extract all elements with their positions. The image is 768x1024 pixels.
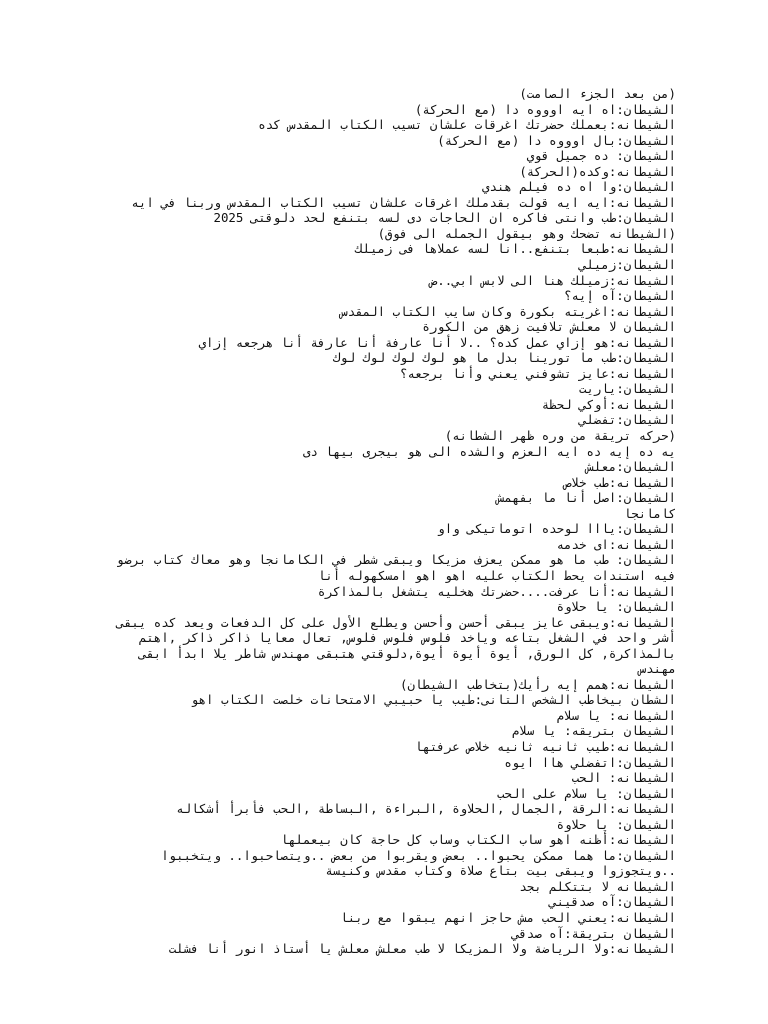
script-line: الشيطان: طب ما هو ممكن يعزف مزيكا ويبقى شطر في الكامانجا وهو معاك كتاب برضو فيه استندات يحط الكتاب عليه اهو اهو امسكهوله أنا bbox=[109, 552, 676, 583]
script-line: الشيطانه:وكده(الحركة) bbox=[519, 163, 676, 179]
script-line: الشيطان:آه إيه؟ bbox=[564, 288, 676, 304]
script-line: الشيطانه: يا سلام bbox=[556, 707, 676, 723]
script-line: الشيطانه:ولا الرياضة ولا المزيكا لا طب معلش معلش يا أستاذ انور أنا فشلت bbox=[168, 941, 676, 957]
script-line: الشيطان:يااا لوحده اتوماتيكى واو bbox=[437, 521, 676, 537]
script-line: الشيطانه:ايه ايه قولت بقدملك اغرقات علشان تسيب الكتاب المقدس وربنا في ايه bbox=[131, 194, 676, 210]
script-line: الشيطانه:طبعا بتنفع..انا لسه عملاها فى زميلك bbox=[355, 241, 676, 257]
script-line: الشيطان:ما هما ممكن يحبوا.. بعض ويقربوا من بعض ..ويتصاحبوا.. ويتخببوا ..ويتجوزوا ويبقى بيت بتاع صلاة وكتاب مقدس وكنيسة bbox=[153, 847, 676, 879]
script-line: الشيطان بتريقه: يا سلام bbox=[511, 723, 676, 739]
script-line: يه ده إيه ده ايه العزم والشده الى هو بيجرى بيها دى bbox=[303, 443, 676, 459]
script-line: الشيطانه:أوكي لحظة bbox=[541, 396, 676, 412]
script-line: الشيطانه:أنا عرفت....حضرتك هخليه يتشغل بالمذاكرة bbox=[317, 583, 676, 599]
script-line: الشيطان:اه ايه اوووه دا (مع الحركة) bbox=[414, 101, 676, 117]
script-line: الشيطانه:يعني الحب مش حاجز انهم يبقوا مع ربنا bbox=[340, 909, 676, 925]
script-line: الشيطان:زميلي bbox=[579, 257, 676, 273]
script-line: الشطان بيخاطب الشخص التانى:طيب يا حبيبي الامتحانات خلصت الكتاب اهو bbox=[191, 692, 676, 708]
script-line: الشيطان: يا حلاوة bbox=[556, 816, 676, 832]
script-line: الشيطانه:عايز تشوفني يعني وأنا برجعه؟ bbox=[399, 365, 676, 381]
script-line: (من بعد الجزء الصامت) bbox=[519, 86, 676, 101]
script-line: الشيطان بتريقة:آه صدقي bbox=[511, 925, 676, 941]
script-line: الشيطان:تفضلي bbox=[579, 412, 676, 428]
script-line: الشيطانه:طيب ثانيه ثانيه خلاص عرفتها bbox=[414, 738, 676, 754]
script-line: الشيطانه:هو إزاي عمل كده؟ ..لا أنا عارفة أنا عارفة أنا هرجعه إزاي bbox=[198, 334, 676, 350]
script-line: الشيطان: يا سلام على الحب bbox=[496, 785, 676, 801]
script-line: الشيطان:معلش bbox=[586, 459, 676, 475]
script-line: (الشيطانه تضحك وهو بيقول الجمله الى فوق) bbox=[377, 225, 676, 241]
script-line: الشيطان:طب وانتى فاكره ان الحاجات دى لسه بتنفع لحد دلوقتى 2025 bbox=[213, 210, 676, 226]
script-line: الشيطان:وا اه ده فيلم هندي bbox=[482, 179, 676, 195]
script-line: الشيطان:بال اوووه دا (مع الحركة) bbox=[437, 132, 676, 148]
script-line: الشيطانه: الحب bbox=[571, 770, 676, 786]
script-line: (حركه تريقة من وره ظهر الشطانه) bbox=[444, 428, 676, 444]
script-line: الشيطانه:أظنه اهو ساب الكتاب وساب كل حاجة كان بيعملها bbox=[280, 832, 676, 848]
script-line: الشيطانه:الرقة ,الجمال ,الحلاوة ,البراءة ,البساطة ,الحب فأبرأ أشكاله bbox=[176, 801, 676, 817]
script-line: الشيطانه:بعملك حضرتك اغرقات علشان تسيب الكتاب المقدس كده bbox=[258, 117, 676, 133]
script-line: الشيطان لا معلش تلافيت زهق من الكورة bbox=[422, 319, 676, 335]
script-line: الشيطانه:زميلك هنا الى لابس ابي..ض bbox=[429, 272, 676, 288]
script-line: الشيطان:ياريت bbox=[579, 381, 676, 397]
script-line: الشيطانه:همم إيه رأيك(بتخاطب الشيطان) bbox=[399, 676, 676, 692]
script-line: الشيطانه:اغريته بكورة وكان سايب الكتاب المقدس bbox=[340, 303, 676, 319]
script-line: الشيطانه:ويبقى عايز يبقى أحسن وأحسن ويطلع الأول على كل الدفعات ويعد كده يبقى أشر واحد في الشغل بتاعه وياخد فلوس فلوس فلوس, تعال معايا ذاكر ذاكر ,اهتم بالمذاكرة, كل الورق, أيوة أيوة أيوة,دلوقتي هتبقى مهندس شاطر يلا ابدأ ابقى مهندس bbox=[109, 614, 676, 677]
script-line: الشيطان:اصل أنا ما بفهمش bbox=[496, 490, 676, 506]
script-line: الشيطانه لا بتتكلم بجد bbox=[519, 878, 676, 894]
script-line: الشيطان:آه صدقيني bbox=[549, 894, 676, 910]
script-line: الشيطان: ده جميل قوي bbox=[526, 148, 676, 164]
script-line: كامانجا bbox=[623, 505, 676, 521]
script-line: الشيطان:اتفضلي هاا ايوه bbox=[504, 754, 676, 770]
script-line: الشيطانه:اى خدمه bbox=[556, 536, 676, 552]
script-line: الشيطان:طب ما تورينا بدل ما هو لوك لوك لوك لوك bbox=[332, 350, 676, 366]
script-line: الشيطانه:طب خلاص bbox=[564, 474, 676, 490]
script-line: الشيطان: يا حلاوة bbox=[556, 599, 676, 615]
script-text-block bbox=[108, 86, 676, 957]
